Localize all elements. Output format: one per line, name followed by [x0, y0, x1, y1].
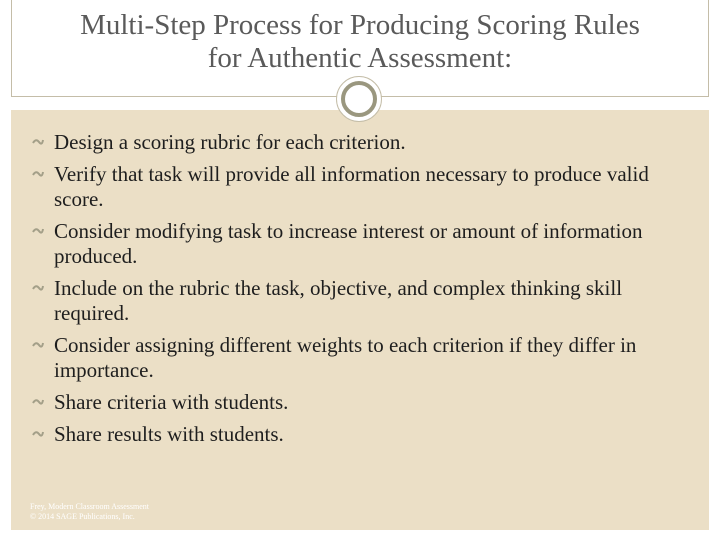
title-line-2: for Authentic Assessment: — [207, 42, 513, 74]
wave-bullet-icon — [32, 428, 44, 440]
footer-credit — [30, 502, 149, 522]
list-item — [40, 219, 690, 269]
bullet-list — [40, 130, 690, 454]
title-line-1: Multi-Step Process for Producing Scoring Rules — [80, 9, 640, 41]
wave-bullet-icon — [32, 282, 44, 294]
bullet-text: Share results with students. — [54, 422, 284, 446]
list-item — [40, 422, 690, 447]
circle-ring-icon — [341, 81, 377, 117]
slide-title — [12, 9, 708, 75]
bullet-text: Include on the rubric the task, objective, and complex thinking skill required. — [54, 276, 623, 325]
bullet-text: Consider assigning different weights to each criterion if they differ in importance. — [54, 333, 637, 382]
wave-bullet-icon — [32, 396, 44, 408]
wave-bullet-icon — [32, 168, 44, 180]
list-item — [40, 333, 690, 383]
wave-bullet-icon — [32, 225, 44, 237]
wave-bullet-icon — [32, 339, 44, 351]
footer-line-2: © 2014 SAGE Publications, Inc. — [30, 512, 135, 521]
bullet-text: Verify that task will provide all information necessary to produce valid score. — [54, 162, 649, 211]
footer-line-1: Frey, Modern Classroom Assessment — [30, 502, 150, 511]
list-item — [40, 130, 690, 155]
list-item — [40, 390, 690, 415]
bullet-text: Consider modifying task to increase interest or amount of information produced. — [54, 219, 643, 268]
wave-bullet-icon — [32, 136, 44, 148]
list-item — [40, 162, 690, 212]
bullet-text: Design a scoring rubric for each criterion. — [54, 130, 406, 154]
bullet-text: Share criteria with students. — [54, 390, 289, 414]
list-item — [40, 276, 690, 326]
